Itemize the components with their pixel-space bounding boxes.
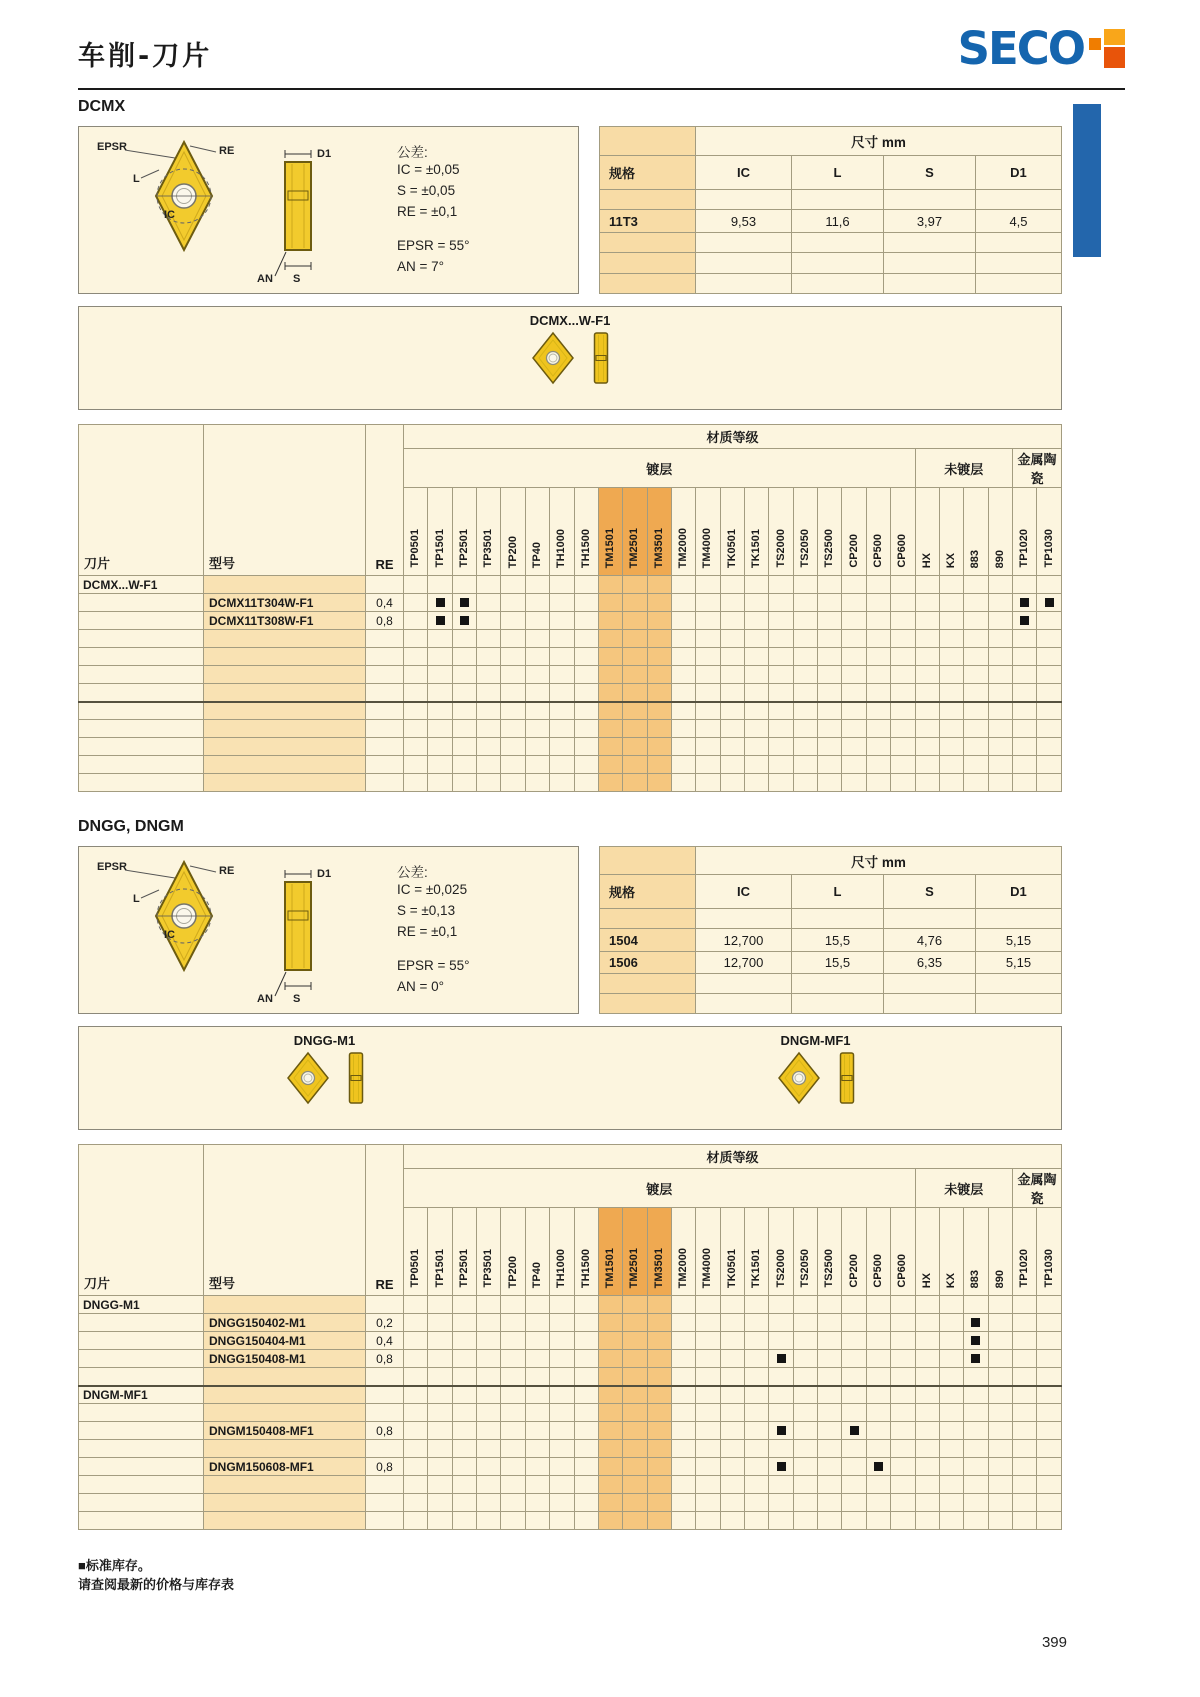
stock-mark-TS2000 — [769, 1350, 793, 1368]
tolerance-line: IC = ±0,05 — [397, 162, 460, 177]
grade-row-data — [79, 1350, 1062, 1368]
grade-column-CP200: CP200 — [842, 1208, 866, 1296]
stock-square-icon — [971, 1354, 980, 1363]
grade-column-TP200: TP200 — [501, 1208, 525, 1296]
grade-row-empty — [79, 1494, 1062, 1512]
stock-square-icon — [777, 1462, 786, 1471]
grade-column-TM4000: TM4000 — [696, 1208, 720, 1296]
dim-data-row — [599, 210, 1061, 232]
grade-column-TM1501: TM1501 — [598, 488, 622, 576]
dim-value: 12,700 — [695, 951, 791, 973]
model-designation: DNGG150408-M1 — [204, 1350, 366, 1368]
insert-shape-group — [530, 313, 611, 390]
grade-column-TK1501: TK1501 — [745, 488, 769, 576]
grade-column-TP0501: TP0501 — [404, 488, 428, 576]
dim-value: 4,5 — [975, 210, 1061, 232]
dim-size-header: 尺寸 mm — [695, 127, 1061, 156]
dim-value: 12,700 — [695, 929, 791, 951]
grade-row-data — [79, 1458, 1062, 1476]
tolerance-line: 公差: — [397, 145, 428, 160]
dim-value: 5,15 — [975, 929, 1061, 951]
dim-empty-row — [599, 232, 1061, 252]
grade-column-TM3501: TM3501 — [647, 1208, 671, 1296]
grade-row-empty — [79, 648, 1062, 666]
tolerance-line: RE = ±0,1 — [397, 924, 458, 939]
insert-side-view-image — [592, 331, 610, 390]
grade-column-TP40: TP40 — [525, 1208, 549, 1296]
model-designation: DNGG150404-M1 — [204, 1332, 366, 1350]
re-value: 0,8 — [366, 1422, 404, 1440]
insert-front-view-image — [285, 1051, 331, 1110]
stock-square-icon — [1020, 616, 1029, 625]
svg-text:L: L — [133, 173, 140, 185]
svg-text:IC: IC — [164, 209, 175, 221]
grade-column-TH1000: TH1000 — [550, 1208, 574, 1296]
grade-row-empty — [79, 1404, 1062, 1422]
seco-logo-text: SECO — [957, 22, 1084, 75]
model-designation: DNGG150402-M1 — [204, 1314, 366, 1332]
grade-column-TS2500: TS2500 — [818, 1208, 842, 1296]
grade-column-TK0501: TK0501 — [720, 488, 744, 576]
grade-row-empty — [79, 1440, 1062, 1458]
header-coated: 镀层 — [404, 449, 916, 488]
grade-row-empty — [79, 774, 1062, 792]
dim-spec-header: 规格 — [599, 875, 695, 909]
grade-column-890: 890 — [988, 488, 1012, 576]
re-value: 0,8 — [366, 612, 404, 630]
svg-text:AN: AN — [257, 993, 273, 1005]
insert-shape-label: DCMX...W-F1 — [529, 313, 611, 328]
svg-text:RE: RE — [219, 145, 235, 157]
re-value: 0,8 — [366, 1350, 404, 1368]
col-header-designation: 型号 — [204, 1145, 366, 1296]
svg-text:EPSR: EPSR — [97, 861, 127, 873]
grade-row-data — [79, 612, 1062, 630]
grade-column-CP500: CP500 — [866, 488, 890, 576]
stock-square-icon — [850, 1426, 859, 1435]
grade-column-TP1030: TP1030 — [1037, 488, 1062, 576]
dim-col-header-D1: D1 — [975, 875, 1061, 909]
grade-column-TP2501: TP2501 — [452, 1208, 476, 1296]
stock-square-icon — [971, 1336, 980, 1345]
grade-row-data — [79, 1422, 1062, 1440]
grade-column-TH1500: TH1500 — [574, 1208, 598, 1296]
dim-col-header-L: L — [791, 875, 883, 909]
stock-mark-TP1501 — [428, 594, 452, 612]
col-header-insert: 刀片 — [79, 1145, 204, 1296]
svg-text:RE: RE — [219, 865, 235, 877]
insert-front-view-image — [776, 1051, 822, 1110]
svg-text:S: S — [293, 993, 301, 1005]
grade-row-data — [79, 1332, 1062, 1350]
dcmx-dimension-table — [599, 126, 1062, 294]
dim-value: 3,97 — [883, 210, 975, 232]
grade-column-CP600: CP600 — [891, 488, 915, 576]
grade-row-group — [79, 576, 1062, 594]
grade-row-empty — [79, 1368, 1062, 1386]
grade-column-TM3501: TM3501 — [647, 488, 671, 576]
dim-spec-value: 1506 — [599, 951, 695, 973]
dim-blank-corner — [599, 127, 695, 156]
grade-column-883: 883 — [964, 1208, 988, 1296]
dim-value: 4,76 — [883, 929, 975, 951]
tolerance-line: EPSR = 55° — [397, 958, 470, 973]
stock-square-icon — [971, 1318, 980, 1327]
re-value: 0,4 — [366, 1332, 404, 1350]
insert-front-view-image — [530, 331, 576, 390]
stock-square-icon — [777, 1354, 786, 1363]
insert-side-view-image — [838, 1051, 856, 1110]
dcmx-insert-images-panel — [78, 306, 1062, 410]
dim-empty-row — [599, 190, 1061, 210]
grade-column-TH1000: TH1000 — [550, 488, 574, 576]
grade-column-TS2000: TS2000 — [769, 488, 793, 576]
grade-column-TM4000: TM4000 — [696, 488, 720, 576]
grade-row-empty — [79, 738, 1062, 756]
seco-logo-mark-icon — [1089, 28, 1125, 70]
grade-row-data — [79, 1314, 1062, 1332]
grade-column-TM2501: TM2501 — [623, 488, 647, 576]
stock-square-icon — [1045, 598, 1054, 607]
grade-column-TP1030: TP1030 — [1037, 1208, 1062, 1296]
grade-column-TP2501: TP2501 — [452, 488, 476, 576]
stock-mark-TP2501 — [452, 594, 476, 612]
stock-square-icon — [777, 1426, 786, 1435]
grade-column-TP1501: TP1501 — [428, 1208, 452, 1296]
grade-column-TP200: TP200 — [501, 488, 525, 576]
insert-family-label: DNGM-MF1 — [79, 1386, 204, 1404]
stock-square-icon — [460, 616, 469, 625]
stock-mark-883 — [964, 1314, 988, 1332]
insert-technical-drawing — [89, 134, 389, 291]
dim-blank-corner — [599, 847, 695, 875]
tolerance-line — [397, 945, 470, 958]
svg-text:EPSR: EPSR — [97, 141, 127, 153]
grade-row-empty — [79, 666, 1062, 684]
dim-spec-value: 1504 — [599, 929, 695, 951]
tolerance-lines — [397, 141, 470, 280]
header-cermet: 金属陶瓷 — [1012, 1169, 1061, 1208]
grade-column-HX: HX — [915, 1208, 939, 1296]
dngg-insert-images-panel — [78, 1026, 1062, 1130]
grade-column-CP600: CP600 — [891, 1208, 915, 1296]
grade-column-TP0501: TP0501 — [404, 1208, 428, 1296]
grade-column-TS2000: TS2000 — [769, 1208, 793, 1296]
insert-technical-drawing — [89, 854, 389, 1011]
header-cermet: 金属陶瓷 — [1012, 449, 1061, 488]
header-coated: 镀层 — [404, 1169, 916, 1208]
grade-column-890: 890 — [988, 1208, 1012, 1296]
stock-square-icon — [436, 598, 445, 607]
stock-mark-TP1020 — [1012, 594, 1036, 612]
grade-row-empty — [79, 702, 1062, 720]
insert-family-label: DNGG-M1 — [79, 1296, 204, 1314]
dim-col-header-S: S — [883, 875, 975, 909]
dngg-dimension-table — [599, 846, 1062, 1014]
page-content — [78, 98, 1062, 1594]
stock-square-icon — [436, 616, 445, 625]
dim-col-header-IC: IC — [695, 155, 791, 190]
grade-column-TP3501: TP3501 — [477, 1208, 501, 1296]
page-number: 399 — [1041, 1634, 1067, 1651]
section-title-dngg: DNGG, DNGM — [78, 818, 184, 835]
grade-column-TS2500: TS2500 — [818, 488, 842, 576]
grade-row-empty — [79, 630, 1062, 648]
dim-size-header: 尺寸 mm — [695, 847, 1061, 875]
grade-column-KX: KX — [939, 488, 963, 576]
dim-empty-row — [599, 273, 1061, 293]
tolerance-line: AN = 7° — [397, 259, 445, 274]
tolerance-line: S = ±0,13 — [397, 903, 456, 918]
insert-shape-label: DNGG-M1 — [293, 1033, 356, 1048]
dim-value: 15,5 — [791, 929, 883, 951]
tolerance-line: AN = 0° — [397, 979, 445, 994]
stock-square-icon — [460, 598, 469, 607]
col-header-insert: 刀片 — [79, 425, 204, 576]
grade-column-TP1020: TP1020 — [1012, 1208, 1036, 1296]
dim-col-header-S: S — [883, 155, 975, 190]
dim-spec-header: 规格 — [599, 155, 695, 190]
model-designation: DCMX11T304W-F1 — [204, 594, 366, 612]
dim-data-row — [599, 929, 1061, 951]
grade-column-CP200: CP200 — [842, 488, 866, 576]
header-material-grades: 材质等级 — [404, 425, 1062, 449]
grade-column-HX: HX — [915, 488, 939, 576]
grade-column-TP3501: TP3501 — [477, 488, 501, 576]
dcmx-grade-table — [78, 424, 1062, 792]
grade-column-TP40: TP40 — [525, 488, 549, 576]
section-dcmx — [78, 98, 1062, 792]
footnote-stock-legend: ■标准库存。 — [78, 1558, 151, 1573]
grade-row-group — [79, 1386, 1062, 1404]
col-header-designation: 型号 — [204, 425, 366, 576]
insert-side-view-image — [347, 1051, 365, 1110]
tolerance-line: IC = ±0,025 — [397, 882, 468, 897]
grade-column-KX: KX — [939, 1208, 963, 1296]
stock-mark-883 — [964, 1350, 988, 1368]
tolerance-line: EPSR = 55° — [397, 238, 470, 253]
dim-empty-row — [599, 973, 1061, 993]
insert-shape-group — [776, 1033, 856, 1110]
stock-mark-TP2501 — [452, 612, 476, 630]
grade-column-TM2000: TM2000 — [671, 488, 695, 576]
stock-mark-TS2000 — [769, 1422, 793, 1440]
grade-column-TM1501: TM1501 — [598, 1208, 622, 1296]
dim-data-row — [599, 951, 1061, 973]
grade-row-empty — [79, 1512, 1062, 1530]
grade-row-empty — [79, 756, 1062, 774]
dim-empty-row — [599, 253, 1061, 273]
stock-mark-TP1020 — [1012, 612, 1036, 630]
insert-shape-group — [285, 1033, 365, 1110]
dngg-tolerance-panel — [78, 846, 579, 1014]
dim-value: 6,35 — [883, 951, 975, 973]
grade-column-TH1500: TH1500 — [574, 488, 598, 576]
stock-mark-TP1501 — [428, 612, 452, 630]
model-designation: DNGM150608-MF1 — [204, 1458, 366, 1476]
dim-spec-value: 11T3 — [599, 210, 695, 232]
re-value: 0,4 — [366, 594, 404, 612]
tolerance-line: RE = ±0,1 — [397, 204, 458, 219]
grade-column-TK0501: TK0501 — [720, 1208, 744, 1296]
col-header-re: RE — [366, 1145, 404, 1296]
grade-column-883: 883 — [964, 488, 988, 576]
footnotes — [78, 1556, 1062, 1594]
grade-column-TP1020: TP1020 — [1012, 488, 1036, 576]
dim-empty-row — [599, 909, 1061, 929]
grade-column-TM2000: TM2000 — [671, 1208, 695, 1296]
page-edge-blue-tab — [1073, 104, 1101, 257]
header-uncoated: 未镀层 — [915, 449, 1012, 488]
seco-logo — [957, 22, 1125, 75]
tolerance-line: 公差: — [397, 865, 428, 880]
dim-col-header-L: L — [791, 155, 883, 190]
grade-column-CP500: CP500 — [866, 1208, 890, 1296]
tolerance-line: S = ±0,05 — [397, 183, 456, 198]
col-header-re: RE — [366, 425, 404, 576]
dim-value: 9,53 — [695, 210, 791, 232]
grade-column-TS2050: TS2050 — [793, 1208, 817, 1296]
stock-square-icon — [874, 1462, 883, 1471]
model-designation: DNGM150408-MF1 — [204, 1422, 366, 1440]
svg-text:AN: AN — [257, 273, 273, 285]
re-value: 0,8 — [366, 1458, 404, 1476]
stock-mark-TP1030 — [1037, 594, 1062, 612]
insert-shape-label: DNGM-MF1 — [780, 1033, 851, 1048]
dim-col-header-IC: IC — [695, 875, 791, 909]
dim-empty-row — [599, 993, 1061, 1013]
grade-row-group — [79, 1296, 1062, 1314]
stock-mark-CP500 — [866, 1458, 890, 1476]
stock-mark-CP200 — [842, 1422, 866, 1440]
section-title-dcmx: DCMX — [78, 98, 126, 115]
grade-column-TM2501: TM2501 — [623, 1208, 647, 1296]
dngg-grade-table — [78, 1144, 1062, 1530]
header-divider — [78, 88, 1125, 90]
grade-column-TK1501: TK1501 — [745, 1208, 769, 1296]
re-value: 0,2 — [366, 1314, 404, 1332]
dim-value: 11,6 — [791, 210, 883, 232]
tolerance-line — [397, 225, 470, 238]
grade-row-empty — [79, 684, 1062, 702]
svg-text:IC: IC — [164, 929, 175, 941]
page-title: 车削-刀片 — [78, 41, 213, 72]
grade-row-empty — [79, 1476, 1062, 1494]
stock-square-icon — [1020, 598, 1029, 607]
dcmx-tolerance-panel — [78, 126, 579, 294]
insert-family-label: DCMX...W-F1 — [79, 576, 204, 594]
header-uncoated: 未镀层 — [915, 1169, 1012, 1208]
header-material-grades: 材质等级 — [404, 1145, 1062, 1169]
sections-container — [78, 98, 1062, 1530]
grade-row-data — [79, 594, 1062, 612]
svg-text:D1: D1 — [317, 148, 332, 160]
stock-mark-883 — [964, 1332, 988, 1350]
footnote-price-note: 请查阅最新的价格与库存表 — [78, 1577, 235, 1592]
svg-text:D1: D1 — [317, 868, 332, 880]
dim-col-header-D1: D1 — [975, 155, 1061, 190]
grade-row-empty — [79, 720, 1062, 738]
dim-value: 5,15 — [975, 951, 1061, 973]
section-dngg — [78, 818, 1062, 1530]
tolerance-lines — [397, 861, 470, 1000]
stock-mark-TS2000 — [769, 1458, 793, 1476]
grade-column-TS2050: TS2050 — [793, 488, 817, 576]
dim-value: 15,5 — [791, 951, 883, 973]
svg-text:S: S — [293, 273, 301, 285]
grade-column-TP1501: TP1501 — [428, 488, 452, 576]
model-designation: DCMX11T308W-F1 — [204, 612, 366, 630]
svg-text:L: L — [133, 893, 140, 905]
